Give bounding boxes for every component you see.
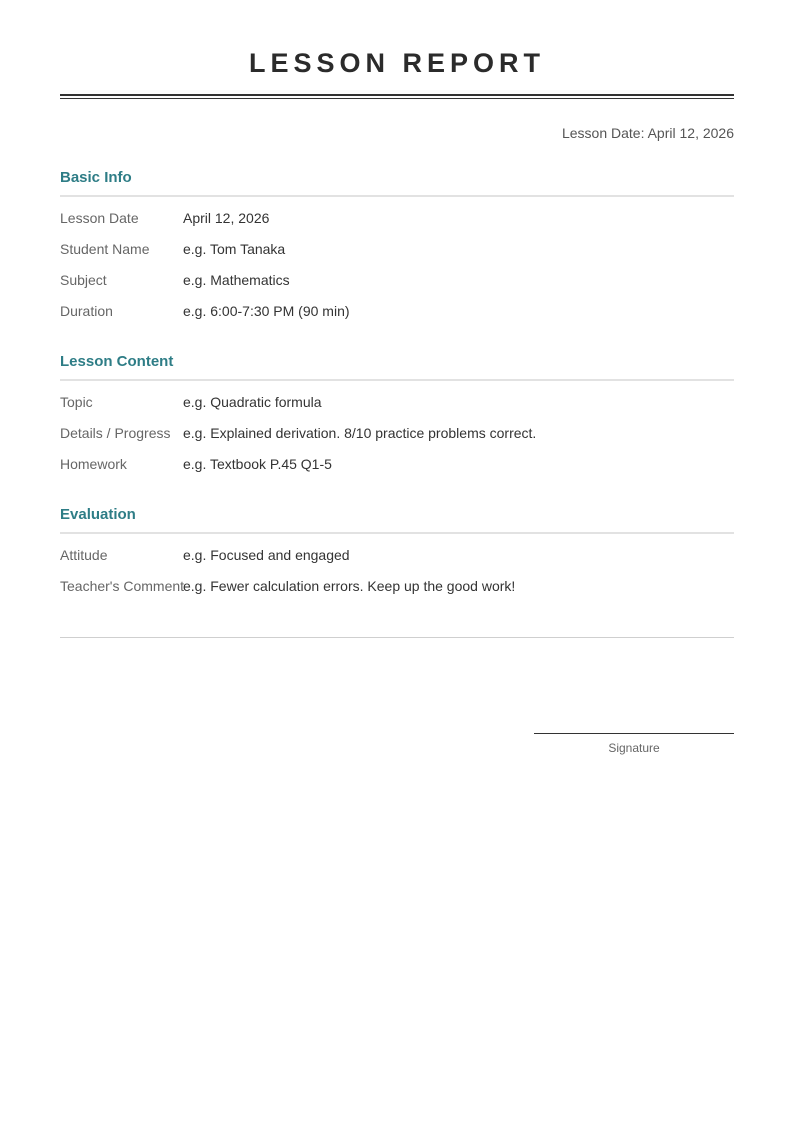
label-topic: Topic — [60, 394, 93, 410]
signature-label: Signature — [608, 741, 660, 755]
label-student-name: Student Name — [60, 241, 150, 257]
label-homework: Homework — [60, 456, 127, 472]
row-lesson-date — [60, 208, 734, 239]
lesson-report-page — [60, 0, 734, 755]
value-homework: e.g. Textbook P.45 Q1-5 — [183, 456, 332, 472]
label-subject: Subject — [60, 272, 107, 288]
label-teacher-comment: Teacher's Comment — [60, 578, 185, 594]
title-double-rule — [60, 94, 734, 96]
evaluation-rows — [60, 534, 734, 607]
section-title-basic-info: Basic Info — [60, 168, 734, 197]
section-title-evaluation: Evaluation — [60, 505, 734, 534]
row-homework — [60, 454, 734, 485]
lesson-date-header: Lesson Date: April 12, 2026 — [561, 125, 734, 141]
row-details-progress — [60, 423, 734, 454]
document-title: LESSON REPORT — [248, 48, 546, 78]
basic-info-rows — [60, 197, 734, 332]
value-details-progress: e.g. Explained derivation. 8/10 practice problems correct. — [183, 425, 537, 441]
label-lesson-date: Lesson Date — [60, 210, 139, 226]
section-basic-info — [60, 168, 734, 332]
row-teacher-comment — [60, 576, 734, 607]
section-title-lesson-content: Lesson Content — [60, 352, 734, 381]
value-lesson-date: April 12, 2026 — [183, 210, 270, 226]
signature-block — [534, 733, 734, 755]
row-duration — [60, 301, 734, 332]
label-duration: Duration — [60, 303, 113, 319]
content-end-divider — [60, 637, 734, 638]
value-student-name: e.g. Tom Tanaka — [183, 241, 286, 257]
section-lesson-content — [60, 352, 734, 485]
value-duration: e.g. 6:00-7:30 PM (90 min) — [183, 303, 350, 319]
row-subject — [60, 270, 734, 301]
row-attitude — [60, 545, 734, 576]
value-attitude: e.g. Focused and engaged — [183, 547, 350, 563]
section-evaluation — [60, 505, 734, 607]
row-topic — [60, 392, 734, 423]
value-teacher-comment: e.g. Fewer calculation errors. Keep up the good work! — [183, 578, 516, 594]
label-details-progress: Details / Progress — [60, 425, 171, 441]
value-subject: e.g. Mathematics — [183, 272, 290, 288]
signature-line — [534, 733, 734, 734]
lesson-content-rows — [60, 381, 734, 485]
row-student-name — [60, 239, 734, 270]
value-topic: e.g. Quadratic formula — [183, 394, 322, 410]
label-attitude: Attitude — [60, 547, 108, 563]
